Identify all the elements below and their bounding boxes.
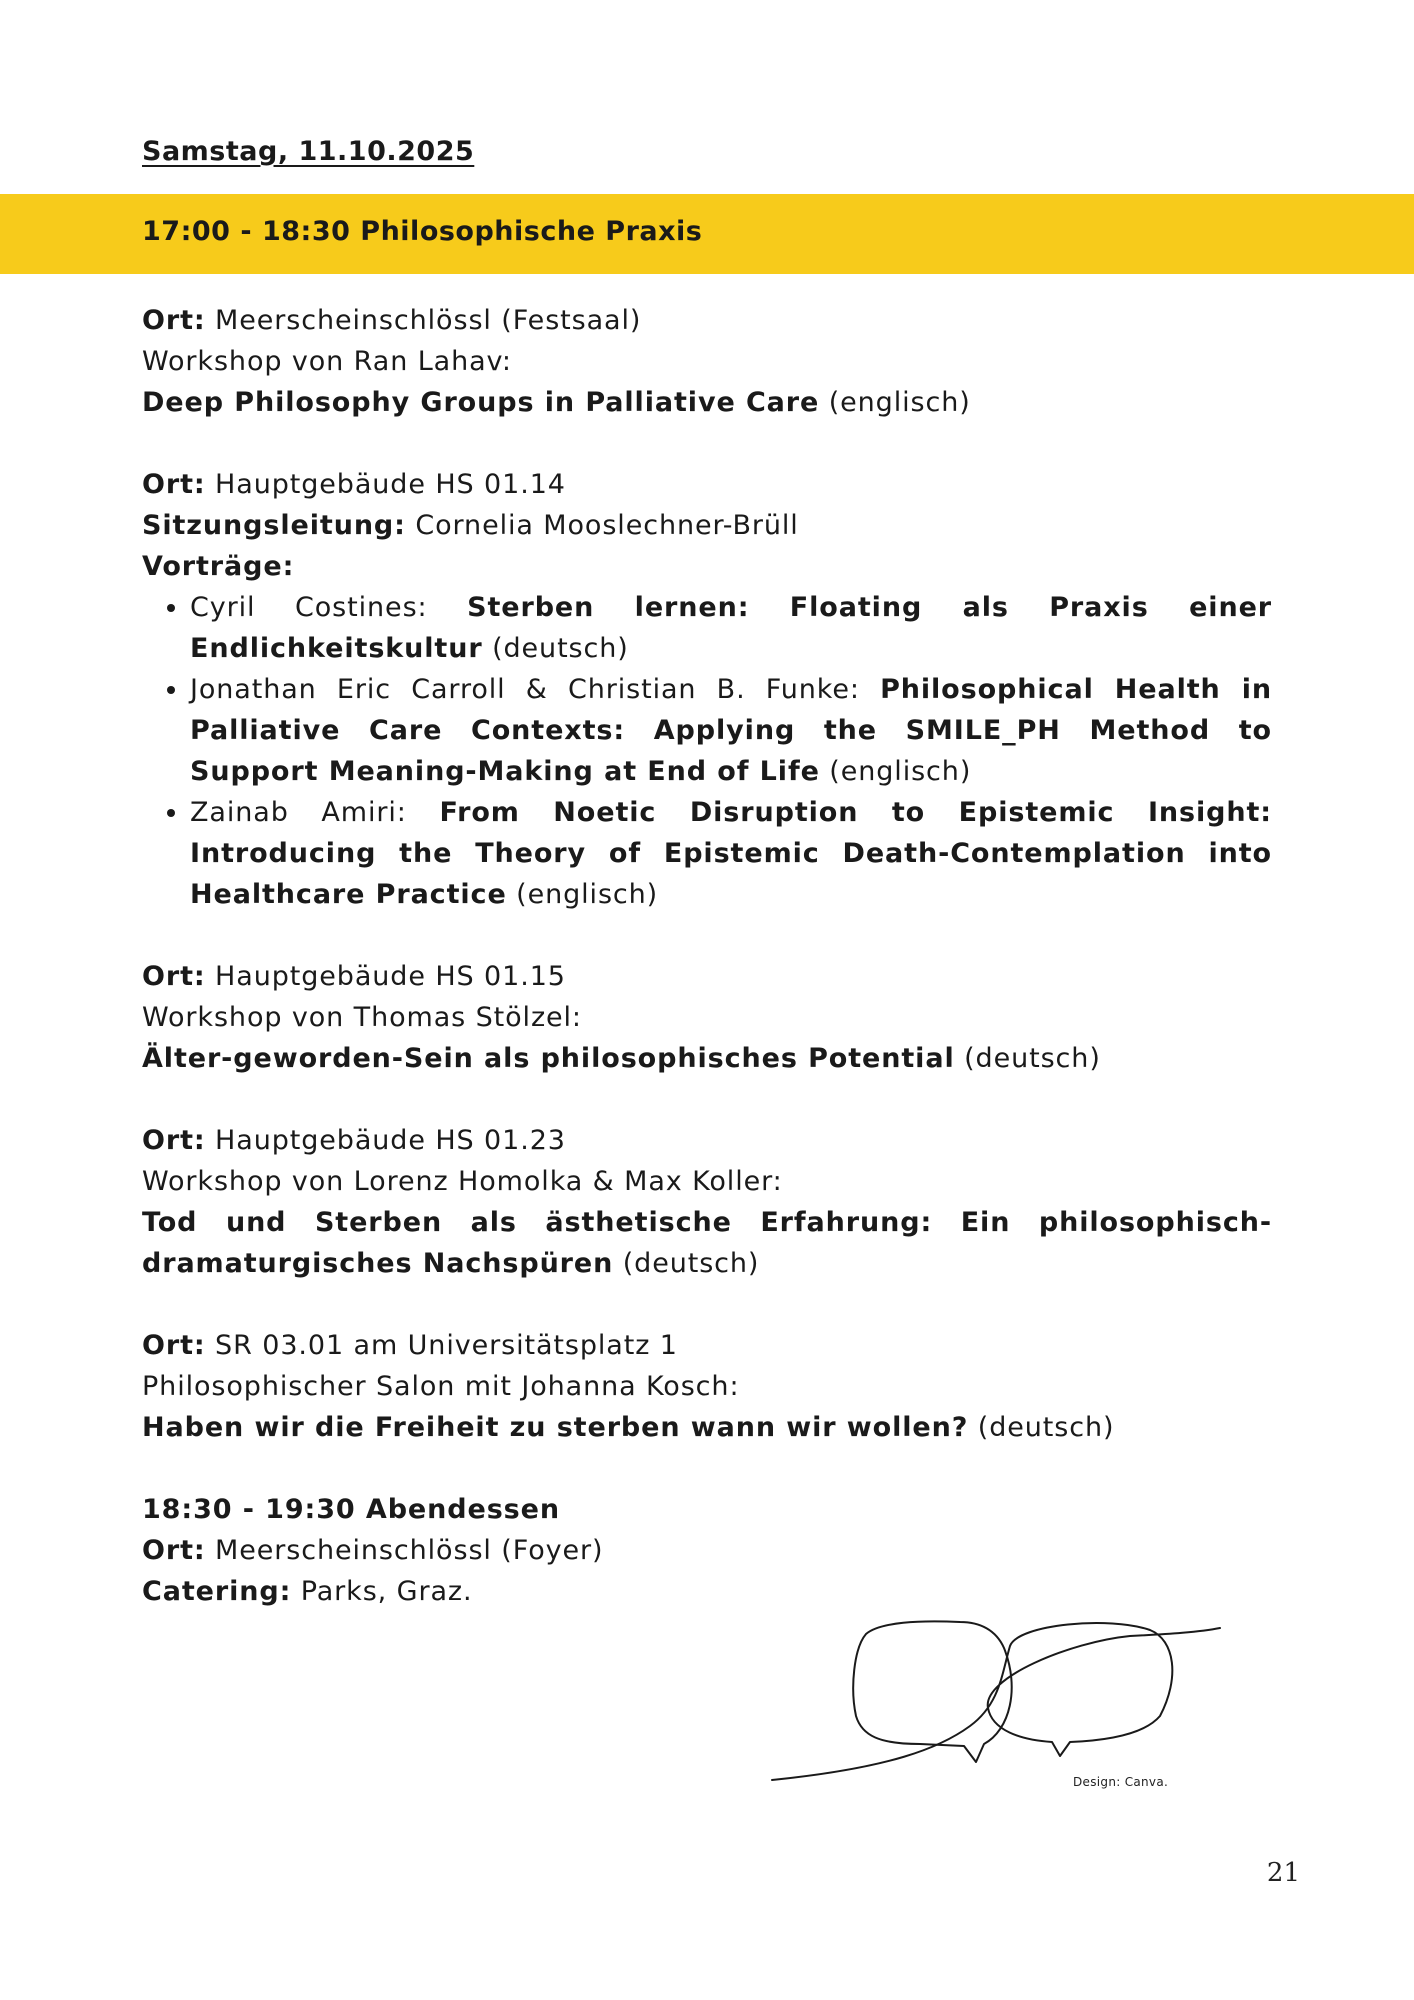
location-value: Hauptgebäude HS 01.23 — [205, 1125, 566, 1156]
talk-title: Philosophical Health in Palliative Care Contexts: Applying the SMILE_PH Method to Support Meaning-Making at End of Life — [190, 674, 1272, 787]
chair-value: Cornelia Mooslechner-Brüll — [405, 510, 799, 541]
location-value: Meerscheinschlössl (Foyer) — [205, 1535, 604, 1566]
talk-language: (englisch) — [819, 756, 972, 787]
talk-speaker: Cyril Costines: — [190, 592, 468, 623]
session-language: (englisch) — [819, 387, 971, 418]
location-line — [142, 956, 1272, 997]
location-label: Ort: — [142, 961, 206, 992]
session-hs-0123 — [142, 1120, 1272, 1284]
talk-item — [190, 587, 1272, 669]
banner-title: 17:00 - 18:30 Philosophische Praxis — [142, 216, 703, 247]
talk-language: (englisch) — [506, 879, 659, 910]
location-label: Ort: — [142, 469, 206, 500]
dinner-time: 18:30 - 19:30 Abendessen — [142, 1494, 560, 1525]
dinner-block — [142, 1489, 1272, 1612]
talk-title: From Noetic Disruption to Epistemic Insight: Introducing the Theory of Epistemic Death-Contemplation into Healthcare Practice — [190, 797, 1272, 910]
catering-label: Catering: — [142, 1576, 292, 1607]
catering-line — [142, 1571, 1272, 1612]
session-title-line — [142, 382, 1272, 423]
location-line — [142, 1120, 1272, 1161]
session-hs-0115 — [142, 956, 1272, 1079]
location-value: Hauptgebäude HS 01.15 — [205, 961, 566, 992]
talk-speaker: Zainab Amiri: — [190, 797, 440, 828]
workshop-host: Workshop von Thomas Stölzel: — [142, 1002, 582, 1033]
location-label: Ort: — [142, 1330, 206, 1361]
location-label: Ort: — [142, 1535, 206, 1566]
time-slot-banner — [0, 194, 1414, 274]
location-line — [142, 464, 1272, 505]
chair-label: Sitzungsleitung: — [142, 510, 406, 541]
talk-item — [190, 669, 1272, 792]
talk-language: (deutsch) — [482, 633, 629, 664]
session-festsaal — [142, 300, 1272, 423]
workshop-host: Workshop von Lorenz Homolka & Max Koller: — [142, 1166, 783, 1197]
session-language: (deutsch) — [613, 1248, 760, 1279]
program-content — [142, 300, 1272, 1653]
location-label: Ort: — [142, 305, 206, 336]
location-label: Ort: — [142, 1125, 206, 1156]
session-sr-0301 — [142, 1325, 1272, 1448]
session-language: (deutsch) — [968, 1412, 1115, 1443]
session-title: Tod und Sterben als ästhetische Erfahrung: Ein philosophisch-dramaturgisches Nachspüren — [142, 1207, 1272, 1279]
design-credit: Design: Canva. — [1073, 1775, 1169, 1789]
location-line — [142, 1325, 1272, 1366]
location-line — [142, 300, 1272, 341]
date-heading: Samstag, 11.10.2025 — [142, 136, 475, 167]
session-title-line — [142, 1038, 1272, 1079]
talk-speaker: Jonathan Eric Carroll & Christian B. Funke: — [190, 674, 881, 705]
chair-line — [142, 505, 1272, 546]
session-hs-0114 — [142, 464, 1272, 915]
talk-item — [190, 792, 1272, 915]
talks-list — [142, 587, 1272, 915]
talks-heading: Vorträge: — [142, 551, 295, 582]
location-value: Meerscheinschlössl (Festsaal) — [205, 305, 642, 336]
session-title: Deep Philosophy Groups in Palliative Care — [142, 387, 820, 418]
page-number: 21 — [1266, 1858, 1300, 1888]
speech-bubbles-icon — [770, 1618, 1230, 1788]
talk-title: Sterben lernen: Floating als Praxis einer Endlichkeitskultur — [190, 592, 1272, 664]
catering-value: Parks, Graz. — [291, 1576, 473, 1607]
location-value: Hauptgebäude HS 01.14 — [205, 469, 566, 500]
session-title: Haben wir die Freiheit zu sterben wann wir wollen? — [142, 1412, 969, 1443]
session-title: Älter-geworden-Sein als philosophisches Potential — [142, 1043, 955, 1074]
salon-host: Philosophischer Salon mit Johanna Kosch: — [142, 1371, 740, 1402]
workshop-host: Workshop von Ran Lahav: — [142, 346, 512, 377]
session-language: (deutsch) — [954, 1043, 1101, 1074]
session-title-line — [142, 1202, 1272, 1284]
location-value: SR 03.01 am Universitätsplatz 1 — [205, 1330, 678, 1361]
location-line — [142, 1530, 1272, 1571]
session-title-line — [142, 1407, 1272, 1448]
